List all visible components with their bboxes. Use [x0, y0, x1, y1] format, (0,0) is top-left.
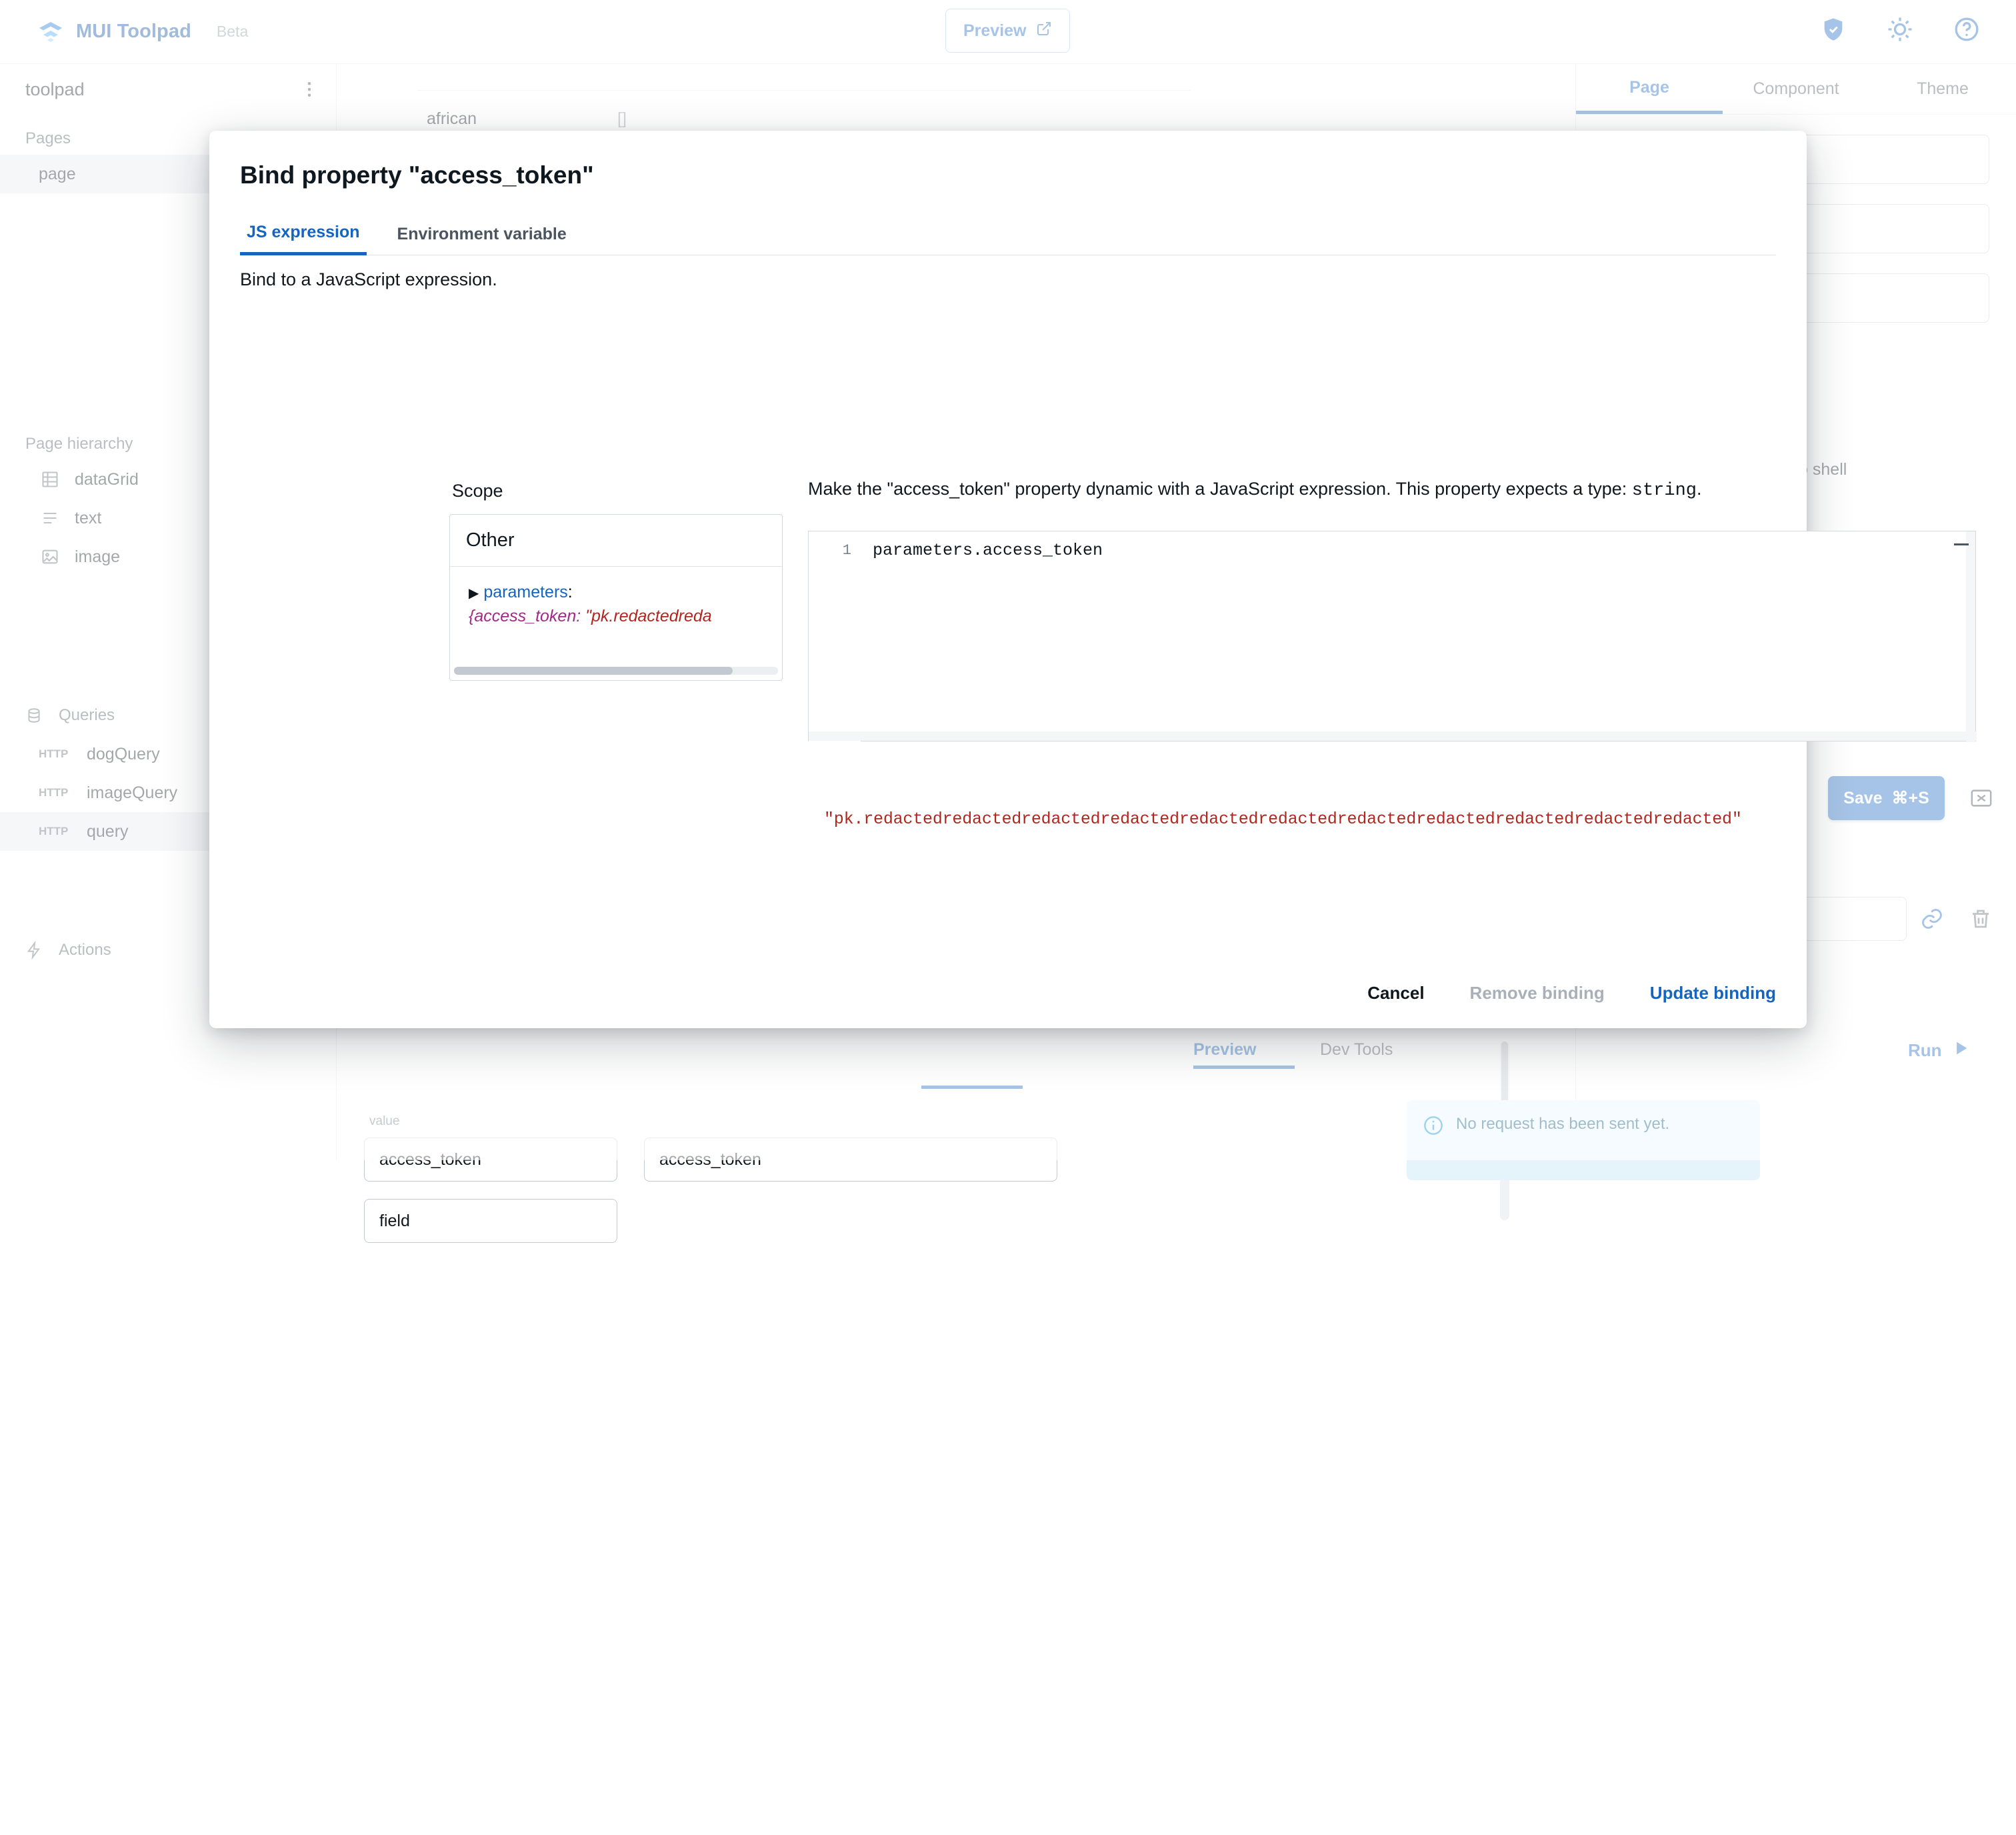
editor-line-number: 1 — [809, 531, 861, 742]
editor-resize-handle-icon[interactable] — [1954, 543, 1969, 545]
scope-brace: { — [469, 607, 475, 626]
expression-help-text — [808, 479, 1702, 501]
js-expression-editor[interactable] — [808, 531, 1976, 741]
editor-code[interactable]: parameters.access_token — [873, 541, 1103, 560]
tab-js-expression[interactable]: JS expression — [240, 213, 367, 255]
scope-label: Scope — [452, 481, 503, 501]
editor-vertical-scrollbar[interactable] — [1966, 531, 1975, 742]
bind-property-dialog — [209, 131, 1807, 1028]
cancel-button[interactable]: Cancel — [1363, 982, 1428, 1004]
scope-inner-colon: : — [576, 607, 586, 626]
scope-colon: : — [567, 583, 573, 601]
dialog-actions — [1363, 982, 1780, 1004]
scope-horizontal-scrollbar[interactable] — [454, 667, 778, 675]
dialog-title: Bind property "access_token" — [240, 161, 594, 189]
triangle-right-icon[interactable]: ▶ — [469, 586, 479, 601]
expression-result-value: "pk.redactedredactedredactedredactedredactedredactedredactedredactedredactedredactedredacted" — [824, 809, 1742, 829]
scope-inner-value: "pk.redactedreda — [585, 607, 712, 626]
scope-inner-key: access_token — [474, 607, 577, 626]
scope-key-parameters: parameters — [483, 583, 568, 601]
scope-panel — [449, 514, 783, 681]
update-binding-button[interactable]: Update binding — [1646, 982, 1780, 1004]
dialog-subtitle: Bind to a JavaScript expression. — [240, 269, 497, 289]
param-field-input[interactable]: field — [364, 1199, 617, 1243]
dialog-tabs — [240, 213, 1776, 255]
scope-entry-parameters[interactable] — [450, 567, 782, 629]
tab-environment-variable[interactable]: Environment variable — [397, 224, 567, 243]
expression-help-prefix: Make the "access_token" property dynamic with a JavaScript expression. This property expects a type: — [808, 479, 1632, 499]
remove-binding-button[interactable]: Remove binding — [1466, 982, 1609, 1004]
scope-group-other: Other — [450, 515, 782, 567]
editor-horizontal-scrollbar[interactable] — [809, 731, 1977, 741]
expression-help-type: string — [1631, 481, 1697, 501]
expression-help-suffix: . — [1696, 479, 1702, 499]
